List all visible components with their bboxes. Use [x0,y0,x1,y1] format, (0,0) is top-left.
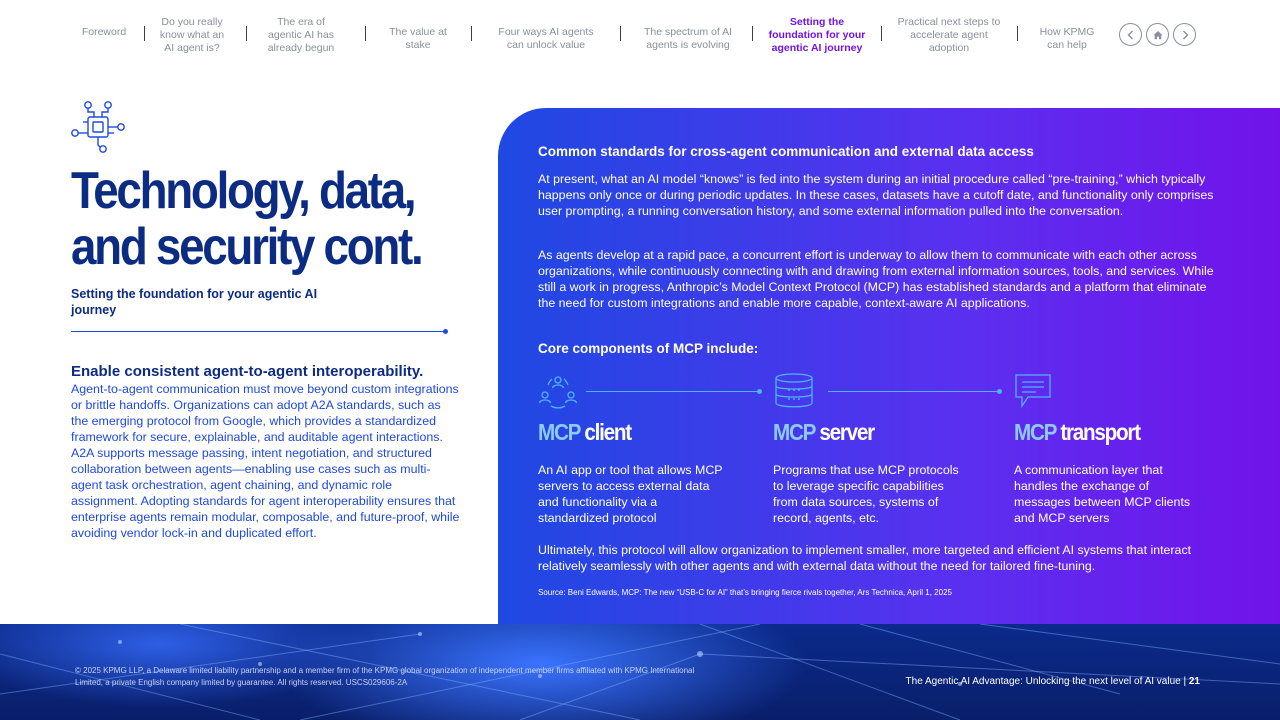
mcp-client-description: An AI app or tool that allows MCP servers to access external data and functionality via a standardized protocol [538,463,723,525]
section-divider [71,331,446,332]
mcp-prefix: MCP [1014,419,1056,445]
document-title [906,676,1200,687]
interoperability-body: Agent-to-agent communication must move beyond custom integrations or brittle handoffs. Organizations can adopt A2A standards, such as the emerging protocol from Google, which provides a standardized framework for secure, explainable, and auditable agent interactions. A2A supports message passing, intent negotiation, and structured collaboration between agents—enabling use cases such as multi-agent task orchestration, agent chaining, and dynamic role assignment. Adopting standards for agent interoperability ensures that enterprise agents remain modular, composable, and future-proof, while avoiding vendor lock-in and duplicated effort. [71,382,460,540]
nav-separator [365,26,366,41]
chevron-right-icon [1179,29,1191,41]
nav-separator [246,26,247,41]
divider-dot [443,329,448,334]
nav-item-setting-foundation[interactable]: Setting the foundation for your agentic AI journey [768,16,866,54]
source-citation: Source: Beni Edwards, MCP: The new “USB-C for AI” that’s bringing fierce rivals together, Ars Technica, April 1, 2025 [538,588,952,597]
nav-item-four-ways[interactable]: Four ways AI agents can unlock value [498,26,594,51]
component-name: server [819,419,874,445]
mcp-transport-title [1014,419,1194,445]
connector-dot [757,389,762,394]
panel-heading: Common standards for cross-agent communication and external data access [538,144,1034,159]
interoperability-heading: Enable consistent agent-to-agent interoperability. [71,363,424,380]
nav-item-foreword[interactable]: Foreword [81,26,127,38]
nav-item-what-is-ai-agent[interactable]: Do you really know what an AI agent is? [159,16,225,54]
top-navigation [0,0,1280,62]
document-title-text: The Agentic AI Advantage: Unlocking the next level of AI value | [905,676,1187,687]
conclusion-paragraph: Ultimately, this protocol will allow organization to implement smaller, more targeted and efficient AI systems that interact relatively seamlessly with other agents and with external data without the need for tailored fine-tuning. [538,543,1192,573]
home-button[interactable] [1146,23,1169,46]
nav-separator [471,26,472,41]
nav-separator [620,26,621,41]
copyright-notice: © 2025 KPMG LLP, a Delaware limited liability partnership and a member firm of the KPMG global organization of independent member firms affiliated with KPMG International Limited, a private English company limited by guarantee. All rights reserved. USCS029606-2A [75,666,695,687]
page-subtitle: Setting the foundation for your agentic AI journey [71,287,318,317]
previous-page-button[interactable] [1119,23,1142,46]
component-name: client [584,419,631,445]
page-number: 21 [1188,676,1200,687]
mcp-transport-description: A communication layer that handles the exchange of messages between MCP clients and MCP servers [1014,463,1191,525]
footer [0,624,1280,720]
nav-item-how-kpmg-can-help[interactable]: How KPMG can help [1039,26,1095,51]
page-title: Technology, data, and security cont. [71,162,422,276]
pretraining-paragraph: At present, what an AI model “knows” is fed into the system during an initial procedure called “pre-training,” which typically happens only once or during periodic updates. In these cases, datasets have a cutoff date, and functionality only comprises user prompting, a running conversation history, and some external information pulled into the conversation. [538,172,1214,218]
server-database-icon [773,373,813,409]
nav-item-next-steps[interactable]: Practical next steps to accelerate agent adoption [897,16,1001,54]
mcp-panel [498,108,1280,624]
connector-dot [997,389,1002,394]
core-components-heading: Core components of MCP include: [538,341,759,356]
nav-item-value-at-stake[interactable]: The value at stake [389,26,447,51]
next-page-button[interactable] [1173,23,1196,46]
mcp-client-component [538,373,738,526]
chevron-left-icon [1125,29,1137,41]
mcp-server-description: Programs that use MCP protocols to leverage specific capabilities from data sources, systems of record, agents, etc. [773,463,959,525]
nav-separator [1017,26,1018,41]
nav-separator [752,26,753,41]
mcp-server-component [773,373,973,526]
nav-item-era-of-agentic-ai[interactable]: The era of agentic AI has already begun [267,16,335,54]
message-bubble-icon [1014,373,1054,409]
nav-item-spectrum[interactable]: The spectrum of AI agents is evolving [643,26,733,51]
nav-separator [881,26,882,41]
mcp-intro-paragraph: As agents develop at a rapid pace, a concurrent effort is underway to allow them to communicate with each other across organizations, while continuously connecting with and drawing from external information sources, tools, and services. While still a work in progress, Anthropic’s Model Context Protocol (MCP) has established standards and a platform that eliminate the need for custom integrations and enable more capable, context-aware AI applications. [538,248,1214,310]
mcp-transport-component [1014,373,1214,526]
home-icon [1152,29,1164,41]
mcp-prefix: MCP [538,419,580,445]
nav-separator [144,26,145,41]
people-network-icon [538,373,578,409]
chip-icon [70,100,128,154]
component-name: transport [1060,419,1140,445]
mcp-client-title [538,419,718,445]
mcp-server-title [773,419,953,445]
mcp-prefix: MCP [773,419,815,445]
